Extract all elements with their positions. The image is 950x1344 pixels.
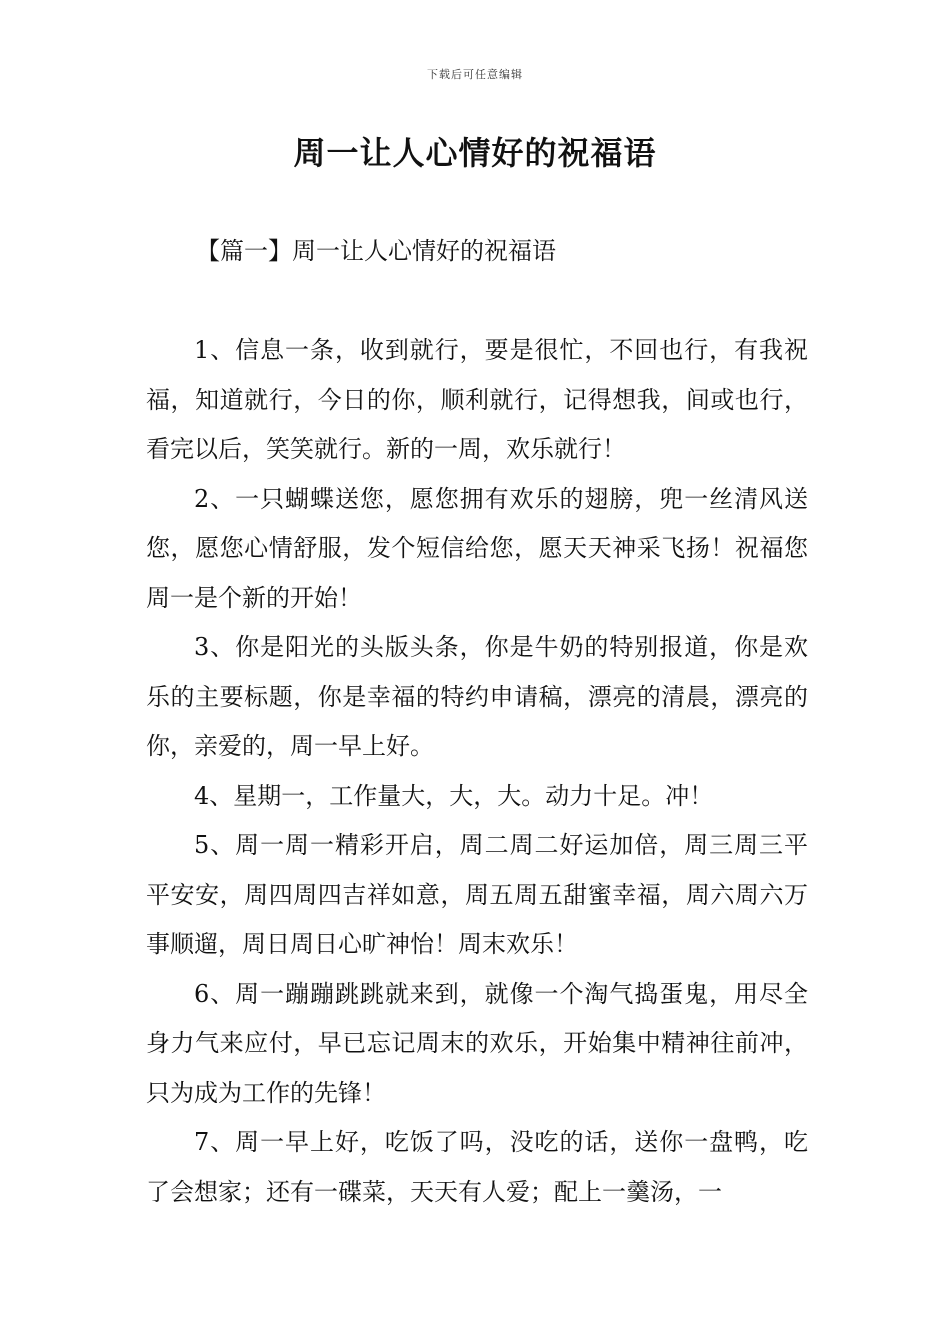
paragraph-5: 5、周一周一精彩开启，周二周二好运加倍，周三周三平平安安，周四周四吉祥如意，周五周五甜蜜幸福，周六周六万事顺遛，周日周日心旷神怡！周末欢乐！: [146, 831, 808, 958]
paragraph-4: 4、星期一，工作量大，大，大。动力十足。冲！: [194, 781, 714, 810]
paragraph-7: 7、周一早上好，吃饭了吗，没吃的话，送你一盘鸭，吃了会想家；还有一碟菜，天天有人爱；配上一羹汤，一: [146, 1128, 808, 1206]
document-title: 周一让人心情好的祝福语: [293, 134, 657, 172]
section-heading: 【篇一】周一让人心情好的祝福语: [196, 237, 556, 265]
paragraph-1: 1、信息一条，收到就行，要是很忙，不回也行，有我祝福，知道就行，今日的你，顺利就行，记得想我，间或也行，看完以后，笑笑就行。新的一周，欢乐就行！: [146, 336, 808, 463]
header-note: 下载后可任意编辑: [427, 68, 523, 81]
body-text: [146, 326, 808, 1217]
paragraph-6: 6、周一蹦蹦跳跳就来到，就像一个淘气捣蛋鬼，用尽全身力气来应付，早已忘记周末的欢乐，开始集中精神往前冲，只为成为工作的先锋！: [146, 979, 808, 1107]
paragraph-2: 2、一只蝴蝶送您，愿您拥有欢乐的翅膀，兜一丝清风送您，愿您心情舒服，发个短信给您，愿天天神采飞扬！祝福您周一是个新的开始！: [146, 484, 808, 612]
paragraph-3: 3、你是阳光的头版头条，你是牛奶的特别报道，你是欢乐的主要标题，你是幸福的特约申请稿，漂亮的清晨，漂亮的你，亲爱的，周一早上好。: [146, 633, 808, 760]
